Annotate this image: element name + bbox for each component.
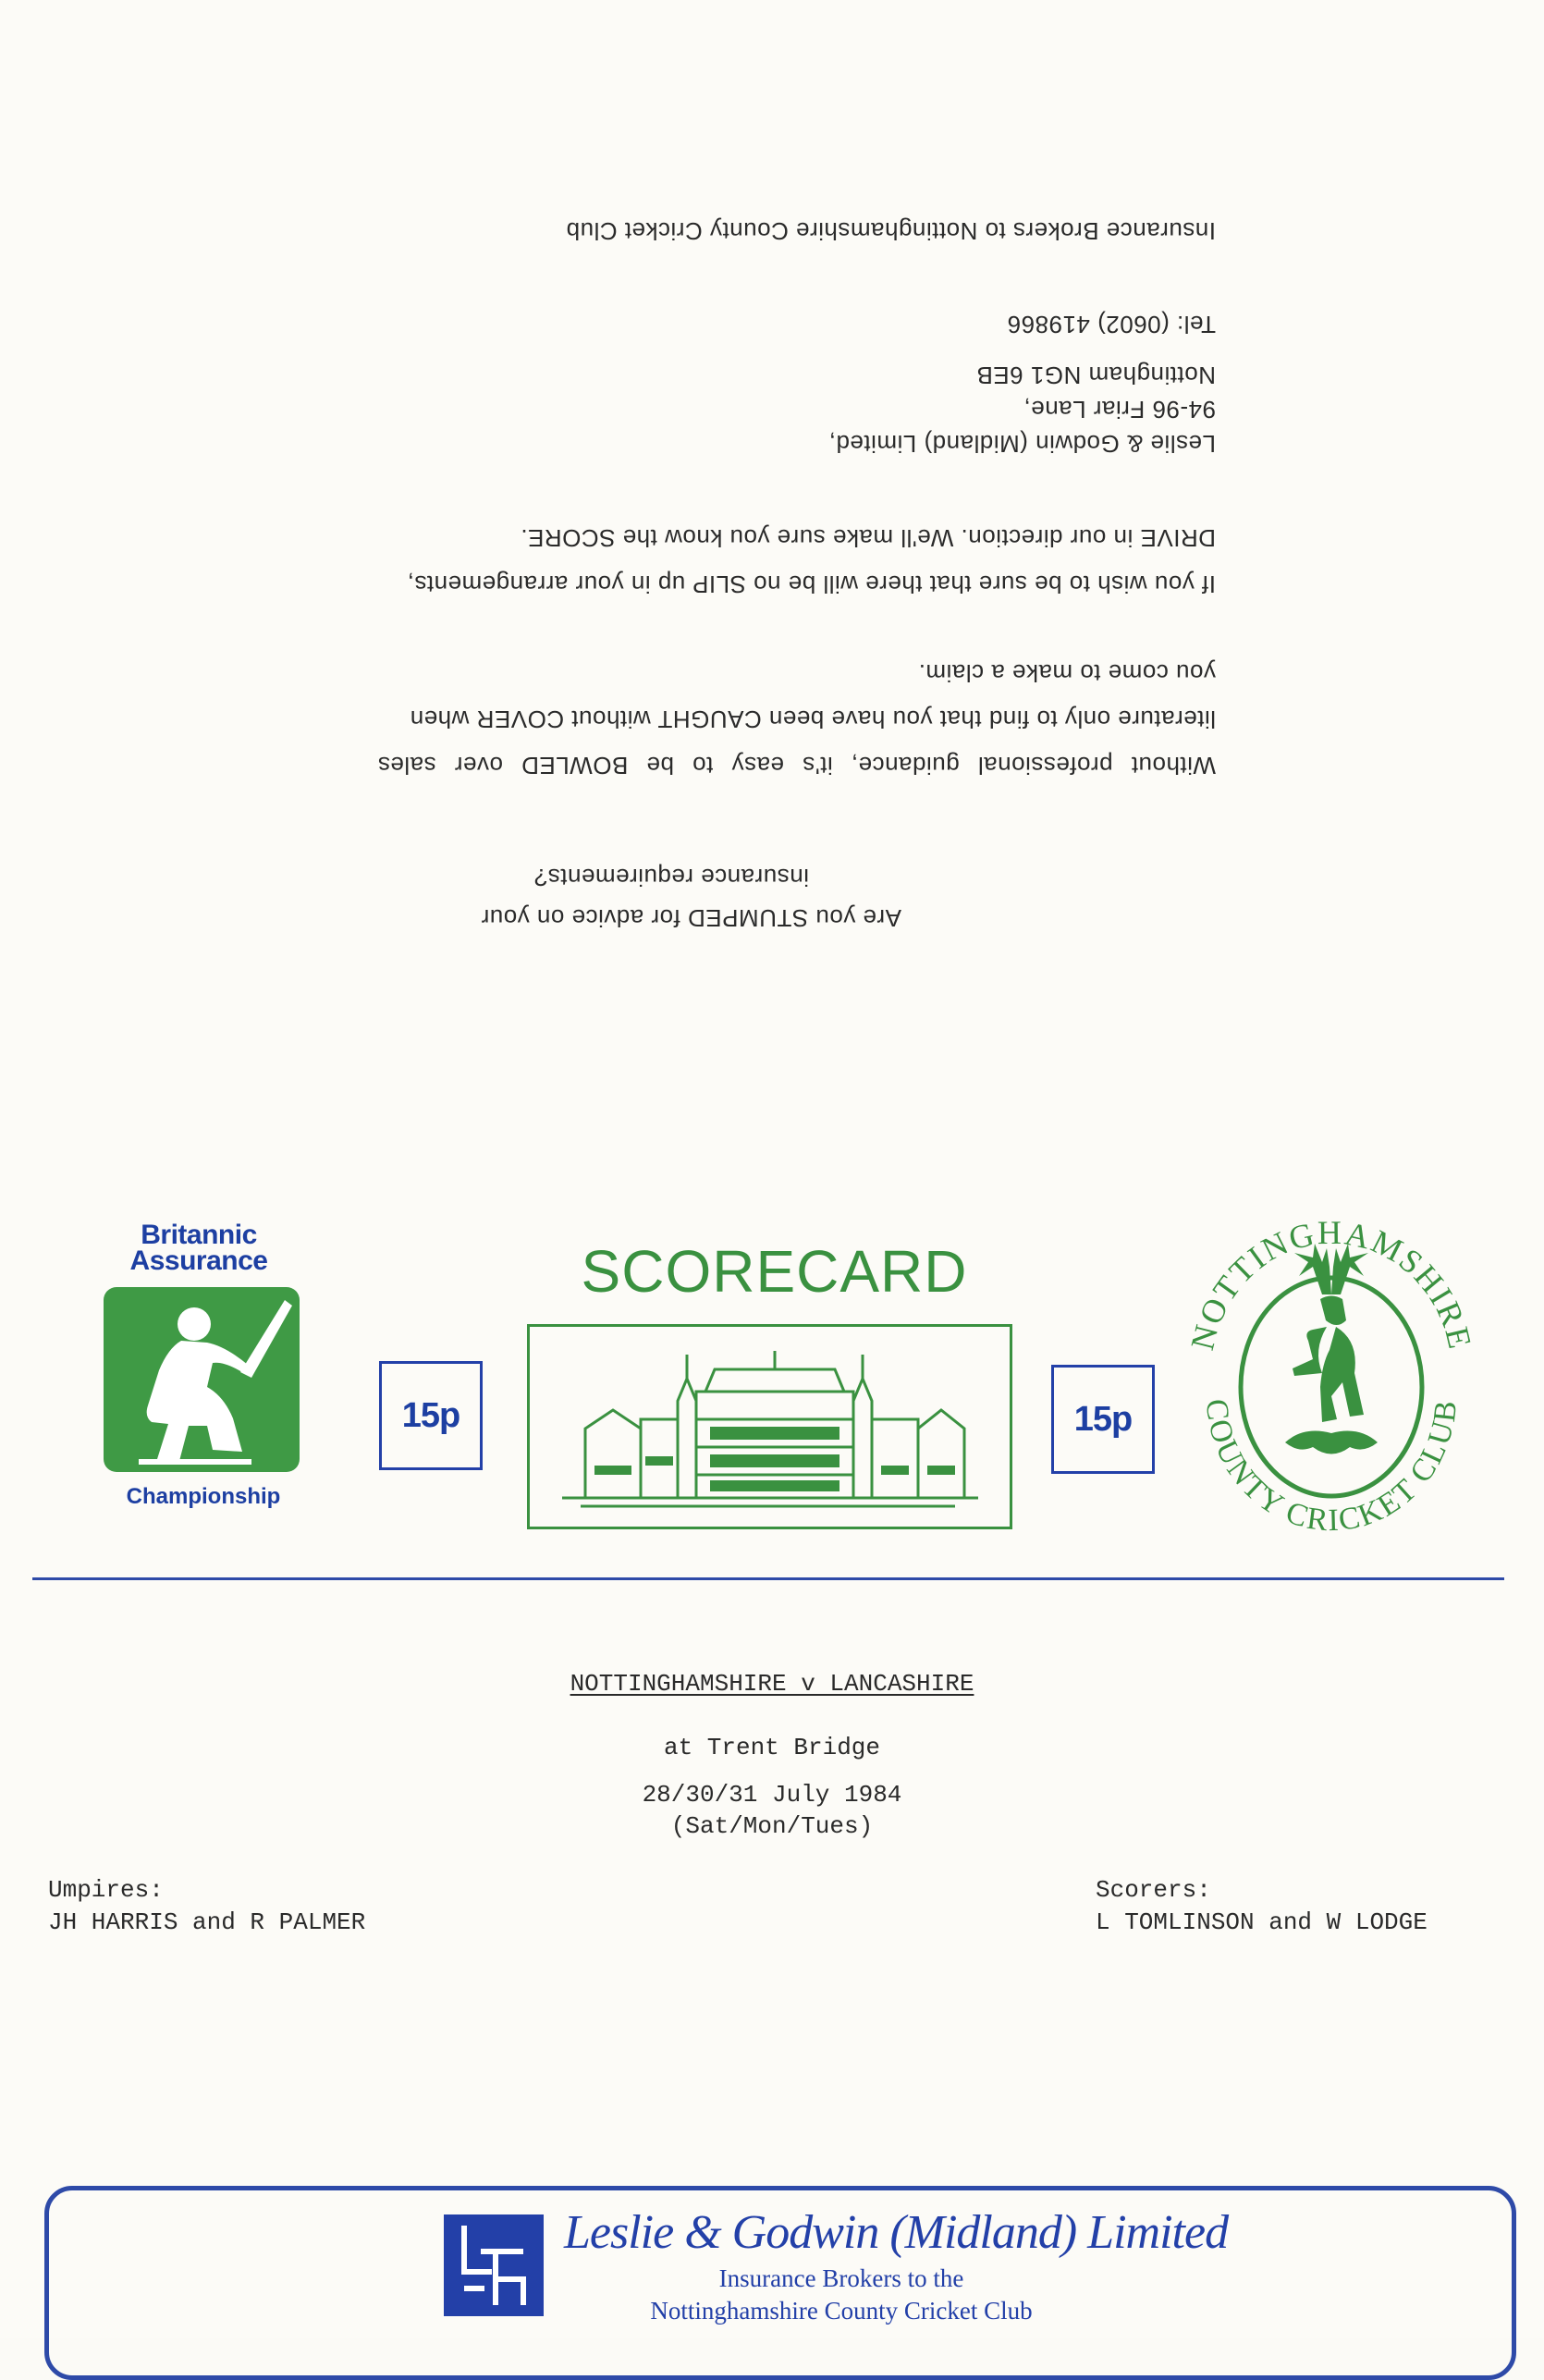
advert-address-line3: Nottingham NG1 6EB bbox=[975, 362, 1216, 389]
advert-p1-line1: Without professional guidance, it's easy to be BOWLED over sales bbox=[377, 752, 1216, 779]
match-dates: 28/30/31 July 1984 bbox=[642, 1781, 902, 1809]
price-badge-left: 15p bbox=[379, 1361, 483, 1470]
advert-address-line2: 94-96 Friar Lane, bbox=[1023, 396, 1216, 423]
advert-paragraph-2 bbox=[291, 515, 1216, 607]
scorecard-title: SCORECARD bbox=[581, 1238, 968, 1305]
crest-top-text: NOTTINGHAMSHIRE bbox=[1183, 1213, 1479, 1354]
footer-company-name: Leslie & Godwin (Midland) Limited bbox=[564, 2206, 1229, 2259]
price-badge-right: 15p bbox=[1051, 1365, 1155, 1474]
match-title-text: NOTTINGHAMSHIRE v LANCASHIRE bbox=[570, 1670, 974, 1698]
advert-tagline-text: Insurance Brokers to Nottinghamshire County Cricket Club bbox=[566, 217, 1216, 245]
sponsor-name-line1: Britannic bbox=[141, 1220, 257, 1250]
sponsor-name-line2: Assurance bbox=[129, 1245, 268, 1276]
sponsor-name-line3: Championship bbox=[126, 1484, 281, 1509]
footer-line1: Insurance Brokers to the bbox=[718, 2264, 964, 2292]
scorers-block bbox=[1096, 1874, 1428, 1939]
advert-question-line2: insurance requirements? bbox=[533, 864, 809, 891]
pavilion-illustration bbox=[527, 1324, 1012, 1529]
advert-paragraph-1 bbox=[291, 650, 1216, 789]
advert-tagline bbox=[384, 208, 1216, 254]
advert-p2-line2: DRIVE in our direction. We'll make sure you know the SCORE. bbox=[520, 524, 1216, 552]
advert-p1-line3: you come to make a claim. bbox=[918, 659, 1216, 687]
club-crest bbox=[1174, 1211, 1489, 1563]
match-venue: at Trent Bridge bbox=[663, 1734, 881, 1761]
advert-address-line1: Leslie & Godwin (Midland) Limited, bbox=[828, 430, 1216, 458]
umpires-names: JH HARRIS and R PALMER bbox=[48, 1908, 366, 1936]
advert-address bbox=[476, 307, 1216, 460]
insurance-advert bbox=[0, 0, 1544, 1119]
svg-text:NOTTINGHAMSHIRE bbox=[1183, 1214, 1479, 1354]
advert-p1-line2: literature only to find that you have been CAUGHT without COVER when bbox=[410, 705, 1216, 733]
advert-question bbox=[254, 854, 901, 941]
leslie-godwin-logo-icon bbox=[444, 2214, 544, 2316]
advert-p2-line1: If you wish to be sure that there will be no SLIP up in your arrangements, bbox=[407, 570, 1216, 598]
header-divider bbox=[32, 1577, 1504, 1580]
umpires-block bbox=[48, 1874, 365, 1939]
footer-line2: Nottinghamshire County Cricket Club bbox=[650, 2297, 1033, 2325]
match-days: (Sat/Mon/Tues) bbox=[670, 1812, 874, 1840]
batsman-icon bbox=[104, 1287, 300, 1472]
match-title bbox=[0, 1670, 1544, 1698]
scorers-names: L TOMLINSON and W LODGE bbox=[1096, 1908, 1428, 1936]
advert-question-line1: Are you STUMPED for advice on your bbox=[481, 904, 901, 932]
stag-icon bbox=[1285, 1244, 1378, 1454]
britannic-assurance-logo bbox=[92, 1222, 305, 1274]
crest-bottom-text: COUNTY CRICKET CLUB bbox=[1198, 1397, 1464, 1539]
advert-address-line4: Tel: (0602) 419866 bbox=[1007, 311, 1216, 338]
scorers-label: Scorers: bbox=[1096, 1876, 1211, 1904]
umpires-label: Umpires: bbox=[48, 1876, 164, 1904]
